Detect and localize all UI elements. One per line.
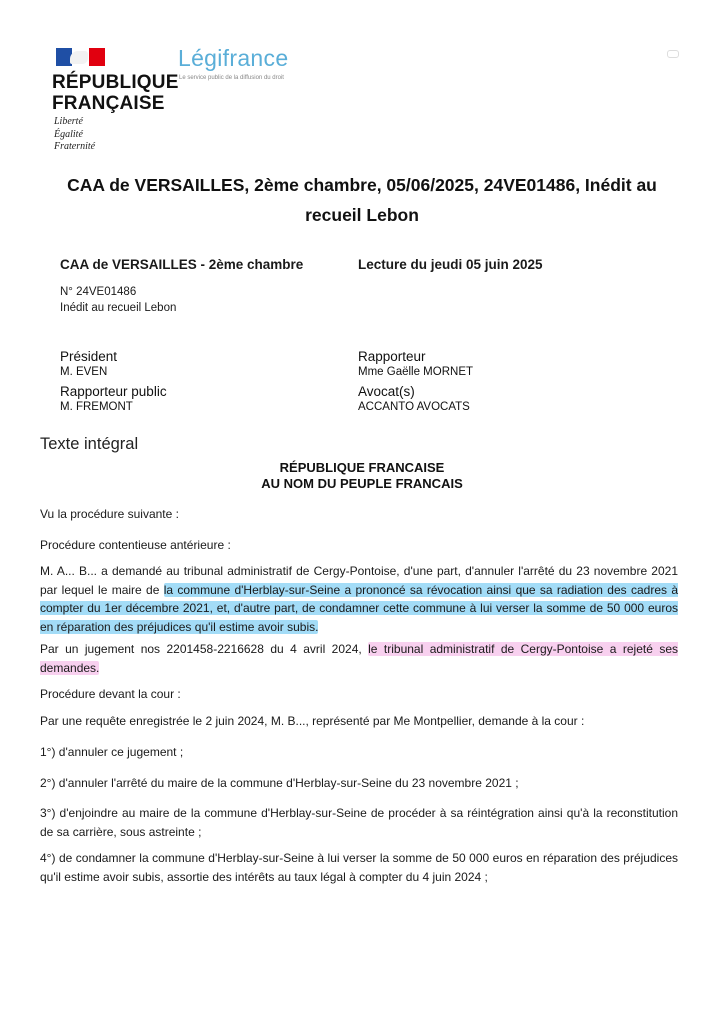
republic-heading-line-1: RÉPUBLIQUE FRANCAISE <box>279 460 445 475</box>
request-item-2: 2°) d'annuler l'arrêté du maire de la commune d'Herblay-sur-Seine du 23 novembre 2021 ; <box>40 776 519 790</box>
highlighted-passage-pink: le tribunal administratif de Cergy-Pontoise a rejeté ses demandes. <box>40 642 678 675</box>
document-title: CAA de VERSAILLES, 2ème chambre, 05/06/2025, 24VE01486, Inédit au recueil Lebon <box>67 175 657 225</box>
request-item-1: 1°) d'annuler ce jugement ; <box>40 745 184 759</box>
republic-motto <box>54 116 95 154</box>
lawyer-name: ACCANTO AVOCATS <box>358 401 470 413</box>
republic-line-2: FRANÇAISE <box>52 93 165 114</box>
motto-fraternite: Fraternité <box>54 141 96 152</box>
case-number: N° 24VE01486 <box>60 286 137 298</box>
paragraph-requete: Par une requête enregistrée le 2 juin 2024, M. B..., représenté par Me Montpellier, demande à la cour : <box>40 714 585 728</box>
motto-egalite: Égalité <box>54 128 83 140</box>
paragraph-procedure-anterieure: Procédure contentieuse antérieure : <box>40 538 231 552</box>
public-rapporteur-name: M. FREMONT <box>60 401 133 413</box>
rapporteur-label: Rapporteur <box>358 349 426 364</box>
case-meta <box>60 284 176 316</box>
rapporteur-name: Mme Gaëlle MORNET <box>358 366 474 378</box>
lawyer-label: Avocat(s) <box>358 384 415 399</box>
court-name: CAA de VERSAILLES - 2ème chambre <box>60 257 304 272</box>
request-item-3: 3°) d'enjoindre au maire de la commune d'Herblay-sur-Seine de procéder à sa réintégration ainsi qu'à la reconstitution de sa carrière, sous astreinte ; <box>40 806 678 839</box>
judgment-text: Par un jugement nos 2201458-2216628 du 4 avril 2024, <box>40 642 369 656</box>
full-text-heading: Texte intégral <box>40 435 139 453</box>
marianne-logo <box>56 48 105 66</box>
legifrance-logo[interactable]: Légifrance <box>178 45 289 71</box>
motto-liberte: Liberté <box>54 116 83 127</box>
publication-status: Inédit au recueil Lebon <box>60 302 177 314</box>
president-label: Président <box>60 349 118 364</box>
corner-mark-icon <box>667 50 679 58</box>
request-item-4: 4°) de condamner la commune d'Herblay-sur-Seine à lui verser la somme de 50 000 euros en réparation des préjudices qu'il estime avoir subis, assortie des intérêts au taux légal à compter du 4 juin 2024 ; <box>40 851 678 884</box>
paragraph-vu: Vu la procédure suivante : <box>40 507 179 521</box>
highlighted-passage-blue: la commune d'Herblay-sur-Seine a prononcé sa révocation ainsi que sa radiation des cadres à compter du 1er décembre 2021, et, d'autre part, de condamner cette commune à lui verser la somme de 50 000 euros en réparation des préjudices qu'il estime avoir subis. <box>40 582 679 634</box>
reading-date: Lecture du jeudi 05 juin 2025 <box>358 257 543 272</box>
paragraph-first-request <box>40 562 678 636</box>
republic-heading <box>60 460 664 492</box>
republique-francaise-logo-text <box>52 72 179 114</box>
paragraph-judgment <box>40 640 678 677</box>
president-name: M. EVEN <box>60 366 108 378</box>
paragraph-procedure-cour: Procédure devant la cour : <box>40 687 181 701</box>
first-request-text: M. A... B... a demandé au tribunal administratif de Cergy-Pontoise, d'une part, d'annuler l'arrêté du 23 novembre 2021 par lequel le maire de <box>40 564 678 597</box>
republic-heading-line-2: AU NOM DU PEUPLE FRANCAIS <box>261 476 463 491</box>
public-rapporteur-label: Rapporteur public <box>60 384 167 399</box>
republic-line-1: RÉPUBLIQUE <box>52 72 179 93</box>
legifrance-tagline: Le service public de la diffusion du droit <box>179 75 284 81</box>
